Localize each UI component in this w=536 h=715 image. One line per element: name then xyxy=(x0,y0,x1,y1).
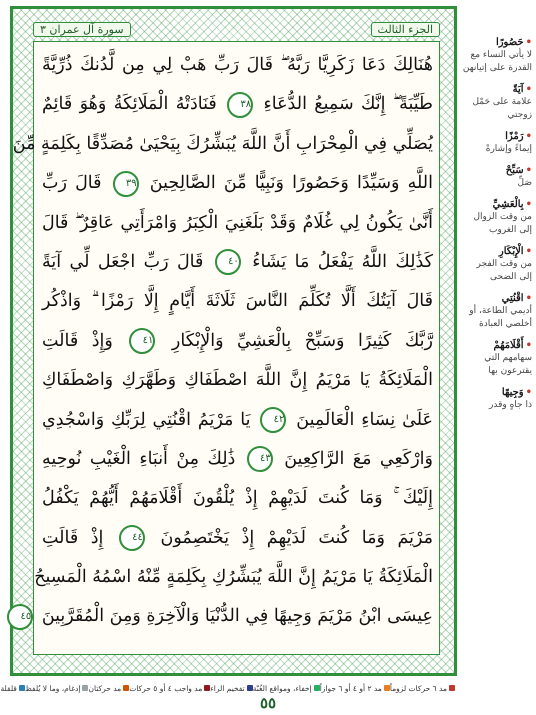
verse-text: وَإِذْ قَالَتِ xyxy=(42,330,113,351)
glossary-term: • الْإِبْكَارِ xyxy=(462,245,532,258)
glossary-definition: صَلِّ xyxy=(517,178,532,188)
legend-swatch xyxy=(19,685,25,691)
legend-swatch xyxy=(123,685,129,691)
verse-text: عِيسَى ابْنُ مَرْيَمَ وَجِيهًا فِي الدُّنْيَا وَالْآخِرَةِ وَمِنَ الْمُقَرَّبِينَ xyxy=(41,606,433,627)
verse-text: قَالَ رَبِّ اجْعَل لِّي آيَةً xyxy=(42,251,204,272)
surah-label: سورة آل عمران ٣ xyxy=(33,22,131,37)
glossary-term: • حَصُورًا xyxy=(462,36,532,49)
glossary-item xyxy=(462,130,532,156)
verse-text: رَّبَّكَ كَثِيرًا وَسَبِّحْ بِالْعَشِيِّ وَالْإِبْكَارِ xyxy=(171,330,433,351)
legend-swatch xyxy=(384,685,390,691)
glossary-item xyxy=(462,386,532,412)
glossary-definition: سهامهم التي يقترعون بها xyxy=(484,353,532,376)
legend-label: مد واجب ٤ أو ٥ حركات xyxy=(129,683,203,693)
verse-line xyxy=(42,322,433,361)
glossary-item xyxy=(462,292,532,331)
page-number: ٥٥ xyxy=(259,694,277,712)
verse-text: قَالَ آيَتُكَ أَلَّا تُكَلِّمَ النَّاسَ ثَلَاثَةَ أَيَّامٍ إِلَّا رَمْزًا ۗ وَاذْكُر xyxy=(42,291,433,312)
glossary-term: • آيَةً xyxy=(462,83,532,96)
verse-text: عَلَىٰ نِسَاءِ الْعَالَمِينَ xyxy=(296,409,433,430)
legend-label: إدغام، وما لا يُلفظ xyxy=(24,683,81,693)
verse-text: طَيِّبَةً ۖ إِنَّكَ سَمِيعُ الدُّعَاءِ xyxy=(263,94,433,115)
juz-label: الجزء الثالث xyxy=(371,22,440,37)
legend-swatch xyxy=(204,685,210,691)
verse-line xyxy=(12,125,433,164)
legend-item xyxy=(1,679,25,697)
legend-item xyxy=(129,679,210,697)
verse-line xyxy=(42,164,433,203)
glossary-item xyxy=(462,339,532,378)
legend-label: إخفاء، ومواقع الغُنّة xyxy=(252,683,312,693)
glossary-item xyxy=(462,83,532,122)
page-header xyxy=(33,19,440,39)
verse-text: إِلَيْكَ ۚ وَمَا كُنتَ لَدَيْهِمْ إِذْ يُلْقُونَ أَقْلَامَهُمْ أَيُّهُمْ يَكْفُلُ xyxy=(42,488,433,509)
legend-swatch xyxy=(314,685,320,691)
glossary-item xyxy=(462,36,532,75)
legend-label: قلقلة xyxy=(0,683,17,693)
verse-text: فَنَادَتْهُ الْمَلَائِكَةُ وَهُوَ قَائِمٌ xyxy=(42,94,217,115)
verse-text: الْمَلَائِكَةُ يَا مَرْيَمُ إِنَّ اللَّهَ يُبَشِّرُكِ بِكَلِمَةٍ مِّنْهُ اسْمُهُ الْمَسِيحُ xyxy=(34,567,433,588)
verse-line xyxy=(34,558,433,597)
ayah-number-marker: ٣٨ xyxy=(227,92,253,118)
glossary-term: • رَمْزًا xyxy=(462,130,532,143)
glossary-definition: أديمي الطاعة، أو أخلصي العبادة xyxy=(469,306,532,329)
verse-line xyxy=(42,46,433,85)
legend-swatch xyxy=(449,685,455,691)
verse-line xyxy=(20,597,433,636)
verse-line xyxy=(42,440,433,479)
glossary-definition: ذا جاهٍ وقدر xyxy=(489,400,532,410)
verse-line xyxy=(42,519,433,558)
text-frame xyxy=(10,6,457,676)
legend-item xyxy=(88,679,129,697)
verse-text: الْمَلَائِكَةُ يَا مَرْيَمُ إِنَّ اللَّهَ اصْطَفَاكِ وَطَهَّرَكِ وَاصْطَفَاكِ xyxy=(42,370,433,391)
glossary-item xyxy=(462,245,532,284)
legend-swatch xyxy=(82,685,88,691)
glossary-item xyxy=(462,198,532,237)
verse-line xyxy=(42,243,433,282)
ayah-number-marker: ٤١ xyxy=(129,328,155,354)
verse-text: يُصَلِّي فِي الْمِحْرَابِ أَنَّ اللَّهَ يُبَشِّرُكَ بِيَحْيَىٰ مُصَدِّقًا بِكَلِمَةٍ مِّنَ xyxy=(12,133,433,154)
ayah-number-marker: ٣٩ xyxy=(113,171,139,197)
verse-line xyxy=(42,204,433,243)
verse-line xyxy=(42,361,433,400)
ayah-number-marker: ٤٥ xyxy=(7,604,33,630)
verse-lines xyxy=(12,46,434,637)
ayah-number-marker: ٤٣ xyxy=(247,446,273,472)
glossary-definition: علامة على حَمْل زوجتي xyxy=(472,97,532,120)
glossary-item xyxy=(462,164,532,190)
glossary-sidebar xyxy=(462,36,532,420)
verse-text: قَالَ رَبِّ xyxy=(42,173,102,194)
verse-line xyxy=(42,282,433,321)
glossary-term: • اقْنُتِي xyxy=(462,292,532,305)
legend-item xyxy=(390,679,455,697)
glossary-term: • أَقْلَامَهُمْ xyxy=(462,339,532,352)
verse-text: وَارْكَعِي مَعَ الرَّاكِعِينَ xyxy=(284,448,433,469)
glossary-definition: لا يأتي النساء مع القدرة على إتيانهن xyxy=(462,50,532,73)
glossary-term: • وَجِيهًا xyxy=(462,386,532,399)
verse-text: أَنَّىٰ يَكُونُ لِي غُلَامٌ وَقَدْ بَلَغَنِيَ الْكِبَرُ وَامْرَأَتِي عَاقِرٌ ۖ قَالَ xyxy=(42,212,433,233)
verse-text: هُنَالِكَ دَعَا زَكَرِيَّا رَبَّهُ ۖ قَالَ رَبِّ هَبْ لِي مِن لَّدُنكَ ذُرِّيَّةً xyxy=(42,55,433,75)
ayah-number-marker: ٤٢ xyxy=(260,407,286,433)
verse-text: إِذْ قَالَتِ xyxy=(42,527,104,548)
glossary-term: • سَبِّحْ xyxy=(462,164,532,177)
verse-text: مَرْيَمَ وَمَا كُنتَ لَدَيْهِمْ إِذْ يَخْتَصِمُونَ xyxy=(160,527,433,548)
legend-item xyxy=(25,679,89,697)
text-area xyxy=(12,41,440,655)
glossary-definition: من وقت الفجر إلى الضحى xyxy=(476,259,532,282)
legend-item xyxy=(320,679,390,697)
verse-text: كَذَٰلِكَ اللَّهُ يَفْعَلُ مَا يَشَاءُ xyxy=(252,251,434,272)
legend-label: مد ٢ أو ٤ أو ٦ جوازاً xyxy=(319,683,382,693)
legend-label: مد ٦ حركات لزوماً xyxy=(389,683,447,693)
legend-label: تفخيم الراء xyxy=(210,683,245,693)
verse-text: اللَّهِ وَسَيِّدًا وَحَصُورًا وَنَبِيًّا مِّنَ الصَّالِحِينَ xyxy=(149,173,433,194)
glossary-term: • بِالْعَشِيِّ xyxy=(462,198,532,211)
ayah-number-marker: ٤٤ xyxy=(119,525,145,551)
verse-line xyxy=(42,479,433,518)
ayah-number-marker: ٤٠ xyxy=(215,249,241,275)
glossary-definition: إيماءً وإشارةً xyxy=(485,144,532,154)
glossary-definition: من وقت الزوال إلى الغروب xyxy=(473,212,532,235)
verse-text: ذَٰلِكَ مِنْ أَنبَاءِ الْغَيْبِ نُوحِيهِ xyxy=(42,448,236,469)
verse-text: يَا مَرْيَمُ اقْنُتِي لِرَبِّكِ وَاسْجُدِي xyxy=(42,409,251,430)
legend-swatch xyxy=(247,685,253,691)
legend-label: مد حركتان xyxy=(88,683,122,693)
verse-line xyxy=(42,401,433,440)
verse-line xyxy=(42,85,433,124)
